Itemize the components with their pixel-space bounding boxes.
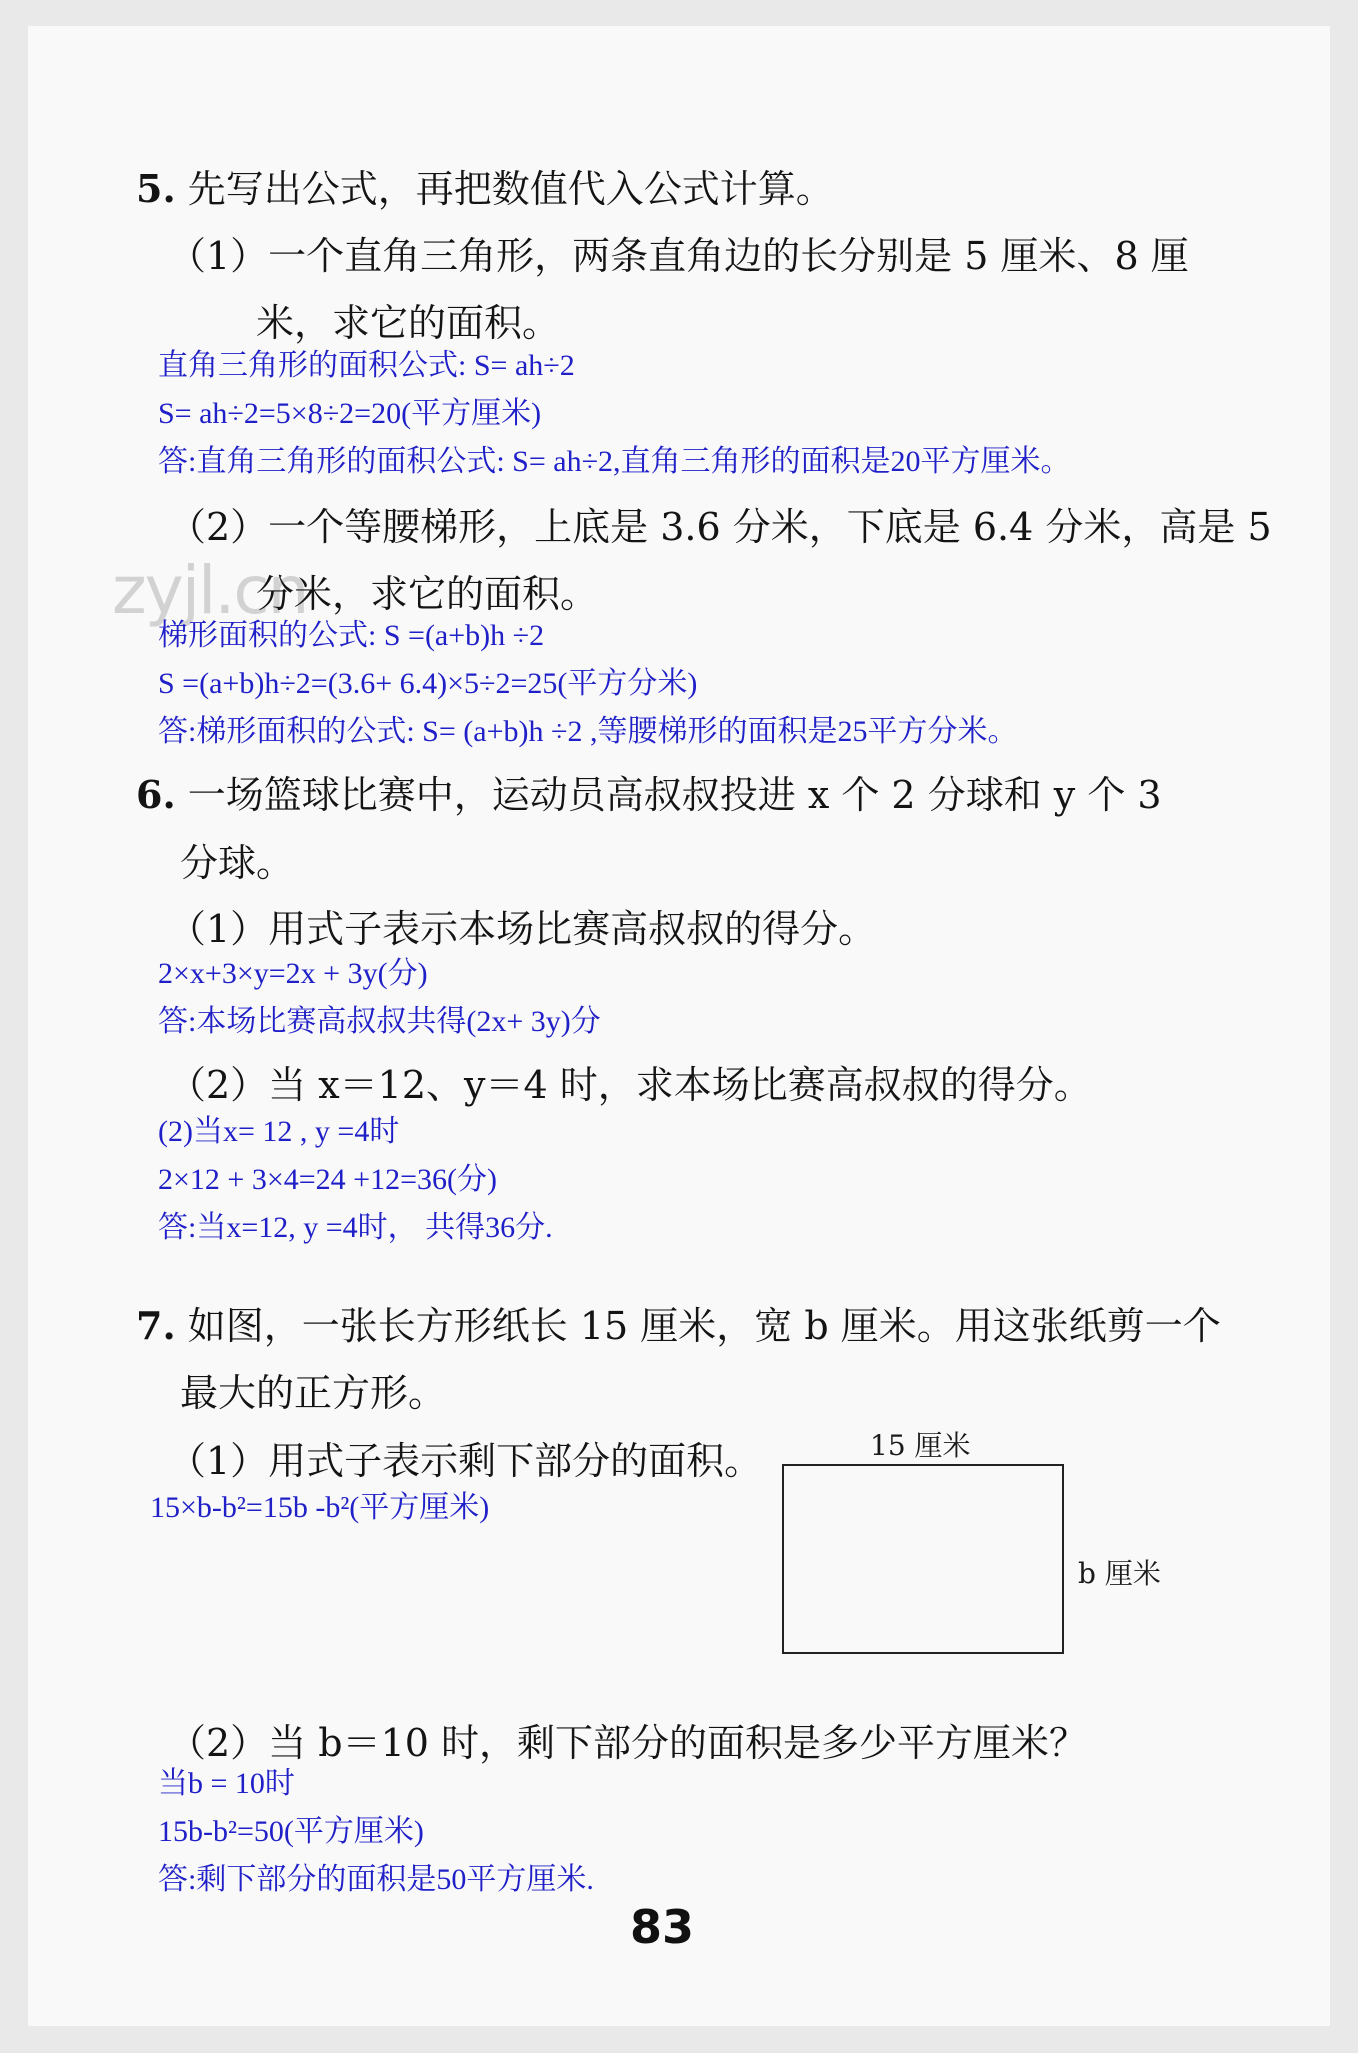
- question-5-stem: 先写出公式，再把数值代入公式计算。: [187, 167, 834, 211]
- watermark: zyjl.cn: [112, 552, 308, 629]
- question-6-part-2: （2）当 x＝12、y＝4 时，求本场比赛高叔叔的得分。: [168, 1063, 1092, 1107]
- answer-line: S= ah÷2=5×8÷2=20(平方厘米): [158, 397, 542, 430]
- question-5: [136, 158, 834, 213]
- question-7: [136, 1295, 1221, 1350]
- answer-line: 答:梯形面积的公式: S= (a+b)h ÷2 ,等腰梯形的面积是25平方分米。: [158, 715, 1018, 748]
- question-6-part-1: （1）用式子表示本场比赛高叔叔的得分。: [168, 907, 877, 951]
- question-6-stem-line-2: 分球。: [180, 841, 295, 885]
- question-5-part-1-line-1: （1）一个直角三角形，两条直角边的长分别是 5 厘米、8 厘: [168, 234, 1189, 278]
- rectangle-length-label: 15 厘米: [870, 1429, 971, 1462]
- question-7-part-2: （2）当 b＝10 时，剩下部分的面积是多少平方厘米？: [168, 1721, 1088, 1765]
- answer-line: 2×x+3×y=2x + 3y(分): [158, 957, 428, 990]
- answer-line: S =(a+b)h÷2=(3.6+ 6.4)×5÷2=25(平方分米): [158, 667, 698, 700]
- question-7-stem-line-2: 最大的正方形。: [180, 1371, 447, 1415]
- question-7-part-1: （1）用式子表示剩下部分的面积。: [168, 1439, 763, 1483]
- answer-line: 15×b-b²=15b -b²(平方厘米): [150, 1491, 490, 1524]
- question-5-part-2-line-2: 分米，求它的面积。: [256, 572, 599, 616]
- question-6: [136, 764, 1162, 819]
- question-7-number: 7.: [136, 1303, 176, 1348]
- answer-line: 2×12 + 3×4=24 +12=36(分): [158, 1163, 497, 1196]
- answer-line: 答:本场比赛高叔叔共得(2x+ 3y)分: [158, 1005, 601, 1038]
- rectangle-width-label: b 厘米: [1078, 1557, 1161, 1590]
- answer-line: 答:直角三角形的面积公式: S= ah÷2,直角三角形的面积是20平方厘米。: [158, 445, 1071, 478]
- question-6-stem-line-1: 一场篮球比赛中，运动员高叔叔投进 x 个 2 分球和 y 个 3: [187, 773, 1162, 817]
- question-5-part-1-line-2: 米，求它的面积。: [256, 301, 561, 345]
- answer-line: 15b-b²=50(平方厘米): [158, 1815, 424, 1848]
- question-6-number: 6.: [136, 772, 176, 817]
- answer-line: 答:剩下部分的面积是50平方厘米.: [158, 1863, 594, 1896]
- page-number: 83: [630, 1900, 695, 1954]
- answer-line: 当b = 10时: [158, 1767, 295, 1800]
- question-5-part-2-line-1: （2）一个等腰梯形，上底是 3.6 分米，下底是 6.4 分米，高是 5: [168, 505, 1272, 549]
- rectangle-figure: [782, 1464, 1064, 1654]
- answer-line: (2)当x= 12 , y =4时: [158, 1115, 400, 1148]
- question-5-number: 5.: [136, 166, 176, 211]
- question-7-stem-line-1: 如图，一张长方形纸长 15 厘米，宽 b 厘米。用这张纸剪一个: [187, 1304, 1221, 1348]
- answer-line: 直角三角形的面积公式: S= ah÷2: [158, 349, 575, 382]
- answer-line: 梯形面积的公式: S =(a+b)h ÷2: [158, 619, 545, 652]
- answer-line: 答:当x=12, y =4时， 共得36分.: [158, 1211, 553, 1244]
